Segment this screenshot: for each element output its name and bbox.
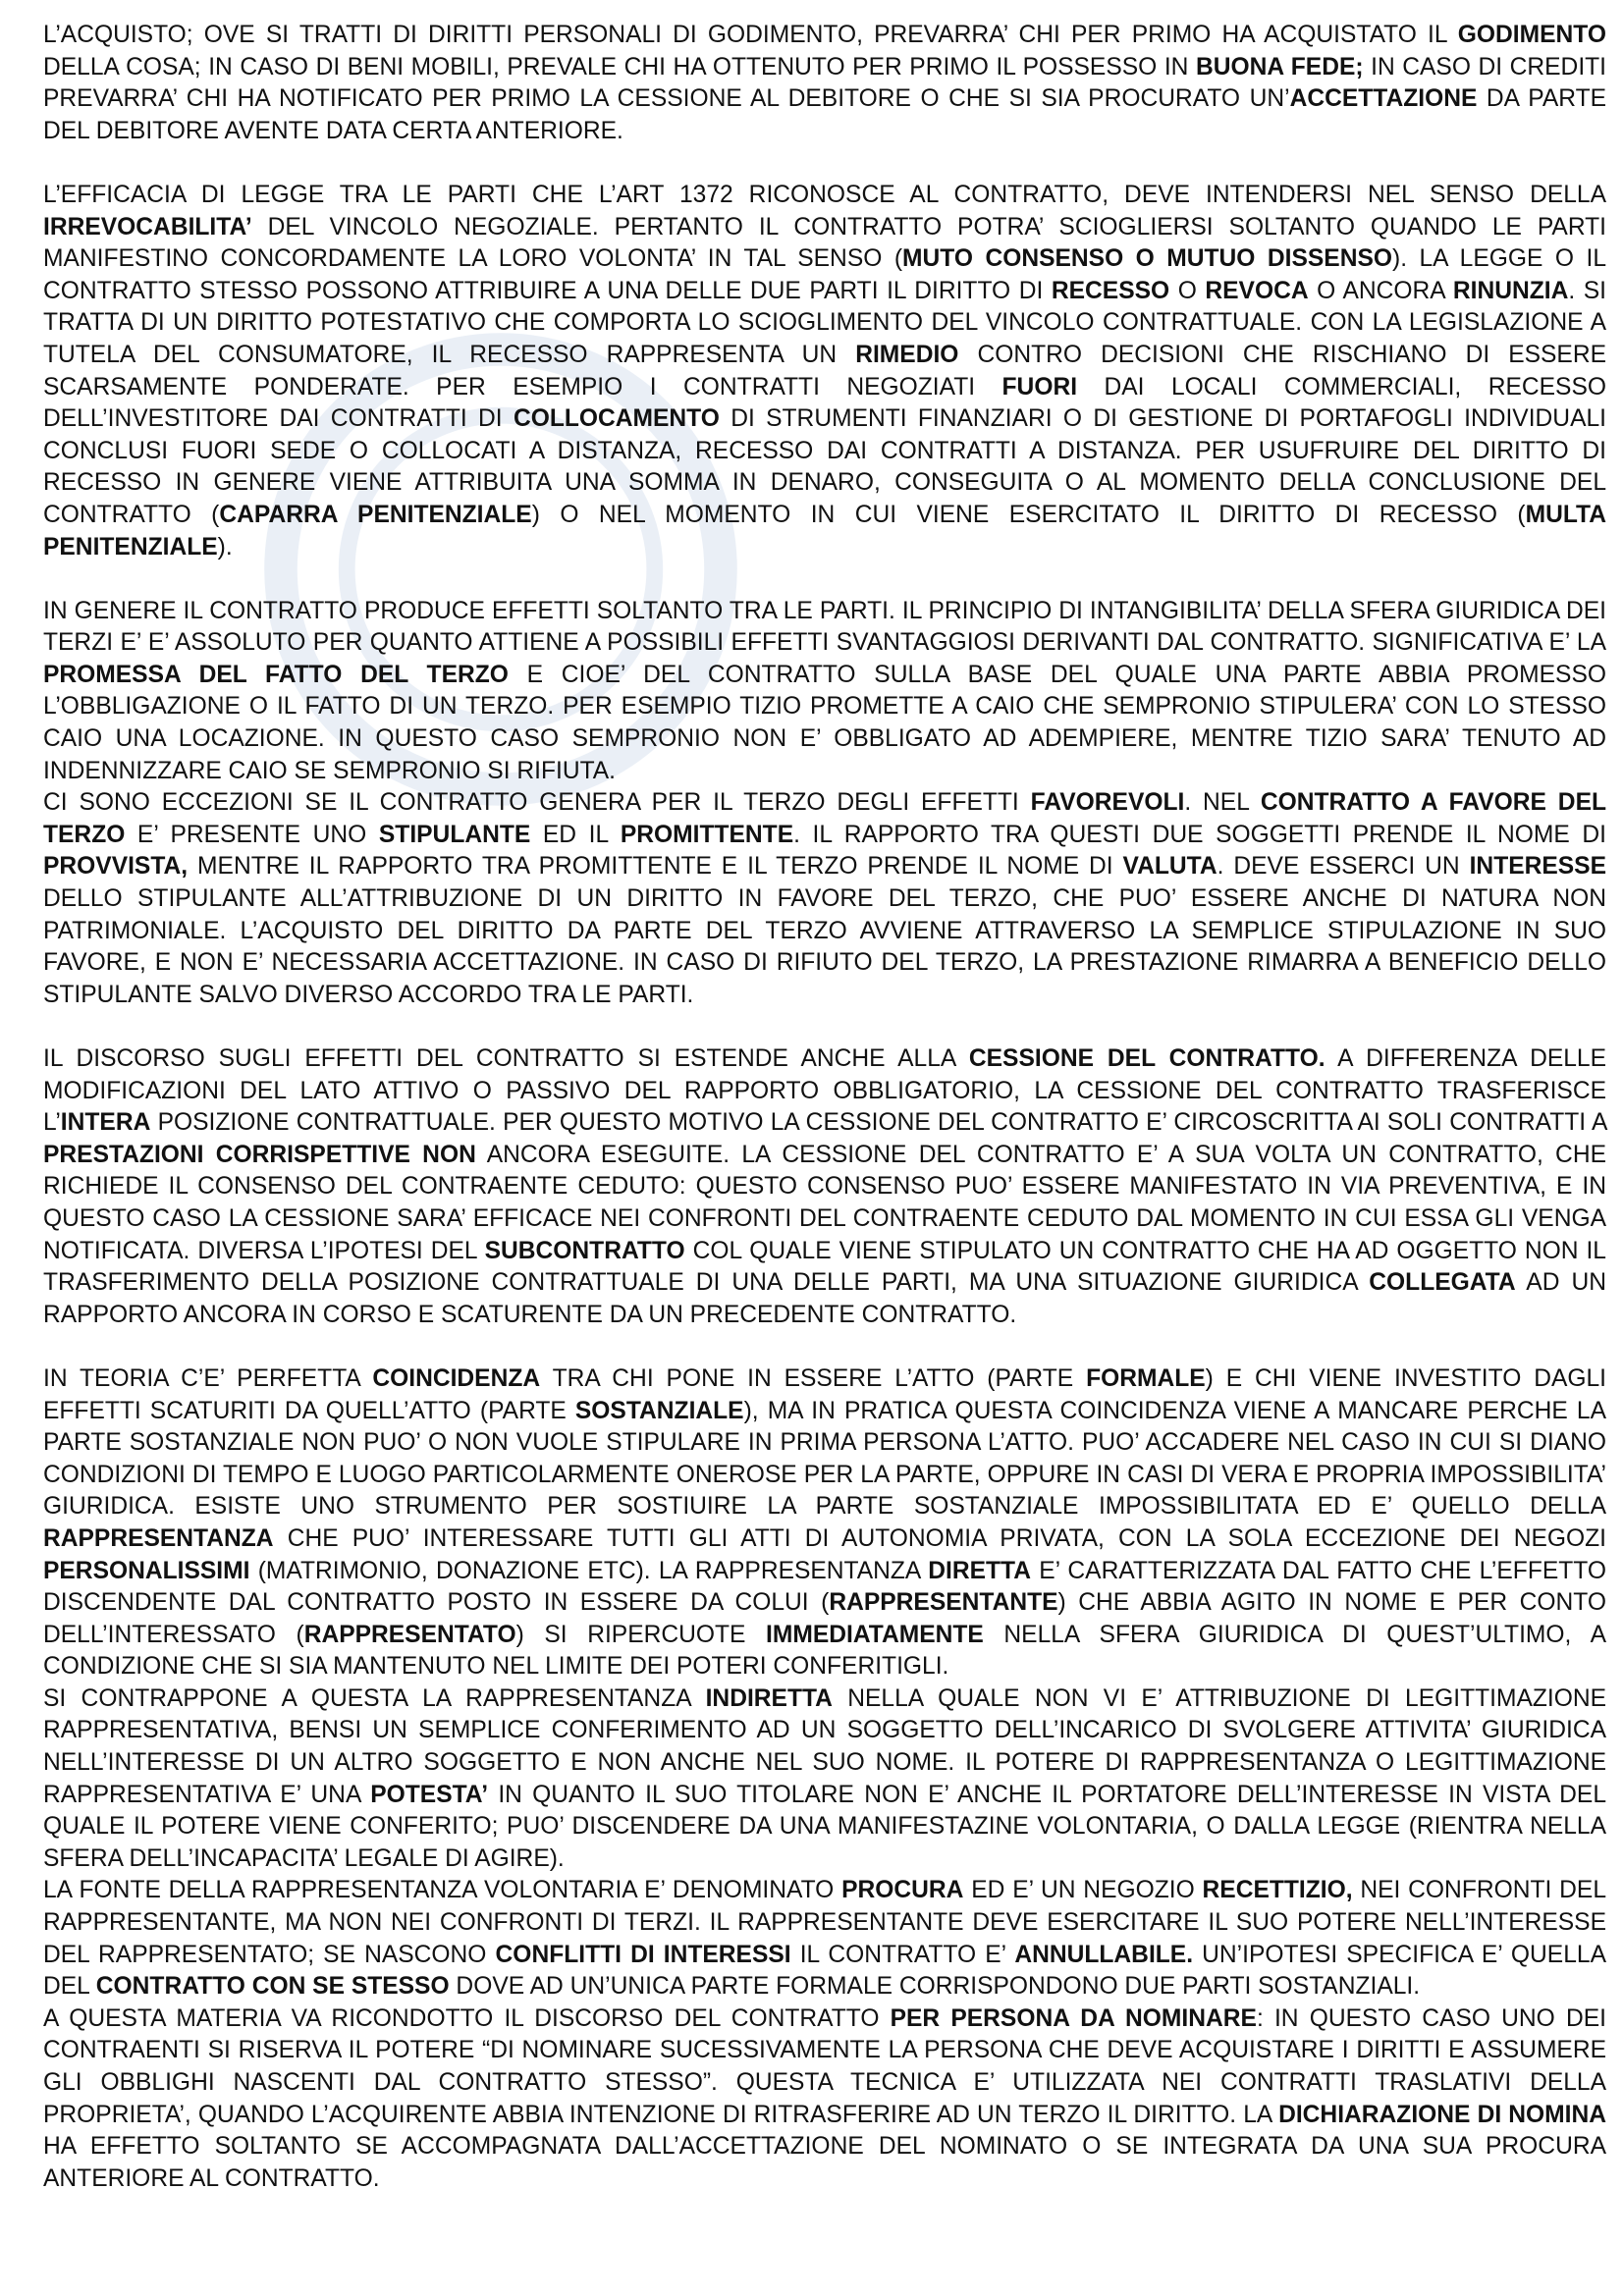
document-body (43, 20, 1606, 2195)
bold-term: PROMESSA DEL FATTO DEL TERZO (43, 661, 509, 688)
paragraph (43, 1043, 1606, 1331)
text-run: DELLO STIPULANTE ALL’ATTRIBUZIONE DI UN DIRITTO IN FAVORE DEL TERZO, CHE PUO’ ESSERE ANCHE DI NATURA NON PATRIMONIALE. L’ACQUISTO DEL DIRITTO DA PARTE DEL TERZO AVVIENE ATTRAVERSO LA SEMPLICE STIPULAZIONE IN SUO FAVORE, E NON E’ NECESSARIA ACCETTAZIONE. IN CASO DI RIFIUTO DEL TERZO, LA PRESTAZIONE RIMARRA A BENEFICIO DELLO STIPULANTE SALVO DIVERSO ACCORDO TRA LE PARTI. (43, 885, 1606, 1008)
bold-term: COLLEGATA (1369, 1269, 1516, 1297)
text-run: ). (217, 533, 233, 561)
text-run: (MATRIMONIO, DONAZIONE ETC). LA RAPPRESENTANZA (249, 1557, 929, 1584)
paragraph-gap (43, 147, 1606, 180)
text-run: . SI TRATTA DI UN DIRITTO POTESTATIVO CHE COMPORTA LO SCIOGLIMENTO DEL VINCOLO CONTRATTUALE. CON LA LEGISLAZIONE A TUTELA DEL CONSUMATORE, IL RECESSO RAPPRESENTA UN (43, 277, 1607, 368)
bold-term: IMMEDIATAMENTE (766, 1621, 984, 1648)
text-run: ). LA LEGGE O IL CONTRATTO STESSO POSSONO ATTRIBUIRE A UNA DELLE DUE PARTI IL DIRITTO DI (43, 245, 1607, 304)
bold-term: INDIRETTA (705, 1684, 833, 1712)
bold-term: MULTA PENITENZIALE (43, 501, 1606, 561)
paragraph-gap (43, 563, 1606, 596)
bold-term: GODIMENTO (1457, 22, 1606, 48)
text-run: IL DISCORSO SUGLI EFFETTI DEL CONTRATTO SI ESTENDE ANCHE ALLA (43, 1045, 969, 1072)
text-run: NEI CONFRONTI DEL RAPPRESENTANTE, MA NON NEI CONFRONTI DI TERZI. IL RAPPRESENTANTE DEVE ESERCITARE IL SUO POTERE NELL’INTERESSE DEL RAPPRESENTATO; SE NASCONO (43, 1877, 1606, 1968)
bold-term: INTERA (60, 1109, 151, 1137)
text-run: . IL RAPPORTO TRA QUESTI DUE SOGGETTI PRENDE IL NOME DI (793, 821, 1606, 848)
text-run: E CIOE’ DEL CONTRATTO SULLA BASE DEL QUALE UNA PARTE ABBIA PROMESSO L’OBBLIGAZIONE O IL FATTO DI UN TERZO. PER ESEMPIO TIZIO PROMETTE A CAIO CHE SEMPRONIO STIPULERA’ CON LO STESSO CAIO UNA LOCAZIONE. IN QUESTO CASO SEMPRONIO NON E’ OBBLIGATO AD ADEMPIERE, MENTRE TIZIO SARA’ TENUTO AD INDENNIZZARE CAIO SE SEMPRONIO SI RIFIUTA. (43, 661, 1606, 784)
paragraph (43, 787, 1606, 1011)
text-run: O ANCORA (1308, 277, 1453, 304)
text-run: DA PARTE DEL DEBITORE AVENTE DATA CERTA ANTERIORE. (43, 85, 1606, 144)
bold-term: DICHIARAZIONE DI NOMINA (1278, 2101, 1607, 2128)
text-run: ) E CHI VIENE INVESTITO DAGLI EFFETTI SCATURITI DA QUELL’ATTO (PARTE (43, 1364, 1607, 1424)
bold-term: STIPULANTE (378, 821, 531, 848)
bold-term: COINCIDENZA (372, 1364, 541, 1392)
text-run: ), MA IN PRATICA QUESTA COINCIDENZA VIENE A MANCARE PERCHE LA PARTE SOSTANZIALE NON PUO’ O NON VUOLE STIPULARE IN PRIMA PERSONA L’ATTO. PUO’ ACCADERE NEL CASO IN CUI SI DIANO CONDIZIONI DI TEMPO E LUOGO PARTICOLARMENTE ONEROSE PER LA PARTE, OPPURE IN CASI DI VERA E PROPRIA IMPOSSIBILITA’ GIURIDICA. ESISTE UNO STRUMENTO PER SOSTIUIRE LA PARTE SOSTANZIALE IMPOSSIBILITATA ED E’ QUELLO DELLA (43, 1397, 1606, 1521)
text-run: ED E’ UN NEGOZIO (963, 1877, 1203, 1904)
bold-term: SOSTANZIALE (574, 1397, 744, 1424)
text-run: MENTRE IL RAPPORTO TRA PROMITTENTE E IL TERZO PRENDE IL NOME DI (188, 853, 1123, 881)
text-run: CHE PUO’ INTERESSARE TUTTI GLI ATTI DI AUTONOMIA PRIVATA, CON LA SOLA ECCEZIONE DEI NEGOZI (273, 1524, 1606, 1552)
bold-term: RECETTIZIO, (1202, 1877, 1353, 1904)
text-run: ) O NEL MOMENTO IN CUI VIENE ESERCITATO IL DIRITTO DI RECESSO ( (531, 501, 1526, 528)
paragraph (43, 2003, 1606, 2196)
text-run: NELLA SFERA GIURIDICA DI QUEST’ULTIMO, A CONDIZIONE CHE SI SIA MANTENUTO NEL LIMITE DEI POTERI CONFERITIGLI. (43, 1621, 1606, 1681)
bold-term: BUONA FEDE; (1195, 53, 1364, 80)
paragraph (43, 20, 1606, 147)
bold-term: SUBCONTRATTO (484, 1237, 685, 1264)
text-run: DI STRUMENTI FINANZIARI O DI GESTIONE DI PORTAFOGLI INDIVIDUALI CONCLUSI FUORI SEDE O COLLOCATI A DISTANZA, RECESSO DAI CONTRATTI A DISTANZA. PER USUFRUIRE DEL DIRITTO DI RECESSO IN GENERE VIENE ATTRIBUITA UNA SOMMA IN DENARO, CONSEGUITA O AL MOMENTO DELLA CONCLUSIONE DEL CONTRATTO ( (43, 405, 1606, 528)
text-run: A DIFFERENZA DELLE MODIFICAZIONI DEL LATO ATTIVO O PASSIVO DEL RAPPORTO OBBLIGATORIO, LA CESSIONE DEL CONTRATTO TRASFERISCE L’ (43, 1045, 1606, 1137)
text-run: A QUESTA MATERIA VA RICONDOTTO IL DISCORSO DEL CONTRATTO (43, 2004, 891, 2032)
text-run: IN TEORIA C’E’ PERFETTA (43, 1364, 373, 1392)
bold-term: FAVOREVOLI (1030, 789, 1185, 817)
text-run: LA FONTE DELLA RAPPRESENTANZA VOLONTARIA E’ DENOMINATO (43, 1877, 842, 1904)
text-run: SI CONTRAPPONE A QUESTA LA RAPPRESENTANZA (43, 1684, 706, 1712)
bold-term: ANNULLABILE. (1014, 1941, 1194, 1968)
text-run: IN GENERE IL CONTRATTO PRODUCE EFFETTI SOLTANTO TRA LE PARTI. IL PRINCIPIO DI INTANGIBILITA’ DELLA SFERA GIURIDICA DEI TERZI E’ E’ ASSOLUTO PER QUANTO ATTIENE A POSSIBILI EFFETTI SVANTAGGIOSI DERIVANTI DAL CONTRATTO. SIGNIFICATIVA E’ LA (43, 597, 1606, 657)
paragraph-gap (43, 1331, 1606, 1363)
text-run: ED IL (530, 821, 621, 848)
text-run: . NEL (1184, 789, 1261, 817)
bold-term: PROCURA (841, 1877, 964, 1904)
text-run: CONTRO DECISIONI CHE RISCHIANO DI ESSERE SCARSAMENTE PONDERATE. PER ESEMPIO I CONTRATTI NEGOZIATI (43, 341, 1606, 400)
text-run: ) CHE ABBIA AGITO IN NOME E PER CONTO DELL’INTERESSATO ( (43, 1589, 1607, 1648)
text-run: UN’IPOTESI SPECIFICA E’ QUELLA DEL (43, 1941, 1606, 2001)
text-run: TRA CHI PONE IN ESSERE L’ATTO (PARTE (540, 1364, 1087, 1392)
bold-term: RAPPRESENTANZA (43, 1524, 274, 1552)
text-run: L’EFFICACIA DI LEGGE TRA LE PARTI CHE L’ART 1372 RICONOSCE AL CONTRATTO, DEVE INTENDERSI NEL SENSO DELLA (43, 181, 1606, 208)
paragraph (43, 1363, 1606, 1683)
paragraph (43, 596, 1606, 788)
bold-term: REVOCA (1205, 277, 1309, 304)
text-run: ) SI RIPERCUOTE (515, 1621, 767, 1648)
text-run: IN QUANTO IL SUO TITOLARE NON E’ ANCHE IL PORTATORE DELL’INTERESSE IN VISTA DEL QUALE IL POTERE VIENE CONFERITO; PUO’ DISCENDERE DA UNA MANIFESTAZINE VOLONTARIA, O DALLA LEGGE (RIENTRA NELLA SFERA DELL’INCAPACITA’ LEGALE DI AGIRE). (43, 1781, 1606, 1872)
text-run: DOVE AD UN’UNICA PARTE FORMALE CORRISPONDONO DUE PARTI SOSTANZIALI. (449, 1973, 1421, 2001)
paragraph (43, 1683, 1606, 1876)
bold-term: RAPPRESENTANTE (829, 1589, 1058, 1617)
text-run: L’ACQUISTO; OVE SI TRATTI DI DIRITTI PERSONALI DI GODIMENTO, PREVARRA’ CHI PER PRIMO HA ACQUISTATO IL (43, 22, 1458, 48)
bold-term: CONTRATTO CON SE STESSO (95, 1973, 450, 2001)
bold-term: POTESTA’ (370, 1781, 489, 1808)
bold-term: RECESSO (1051, 277, 1170, 304)
bold-term: CESSIONE DEL CONTRATTO. (968, 1045, 1325, 1072)
bold-term: RIMEDIO (855, 341, 959, 368)
text-run: DELLA COSA; IN CASO DI BENI MOBILI, PREVALE CHI HA OTTENUTO PER PRIMO IL POSSESSO IN (43, 53, 1196, 80)
text-run: CI SONO ECCEZIONI SE IL CONTRATTO GENERA PER IL TERZO DEGLI EFFETTI (43, 789, 1031, 817)
text-run: HA EFFETTO SOLTANTO SE ACCOMPAGNATA DALL’ACCETTAZIONE DEL NOMINATO O SE INTEGRATA DA UNA SUA PROCURA ANTERIORE AL CONTRATTO. (43, 2133, 1606, 2192)
bold-term: PRESTAZIONI CORRISPETTIVE NON (43, 1141, 476, 1168)
text-run: AD UN RAPPORTO ANCORA IN CORSO E SCATURENTE DA UN PRECEDENTE CONTRATTO. (43, 1269, 1606, 1328)
text-run: IN CASO DI CREDITI PREVARRA’ CHI HA NOTIFICATO PER PRIMO LA CESSIONE AL DEBITORE O CHE SI SIA PROCURATO UN’ (43, 53, 1607, 113)
bold-term: FORMALE (1086, 1364, 1206, 1392)
bold-term: PROVVISTA, (43, 853, 189, 881)
bold-term: PER PERSONA DA NOMINARE (890, 2004, 1257, 2032)
bold-term: VALUTA (1122, 853, 1217, 881)
bold-term: CAPARRA PENITENZIALE (219, 501, 532, 528)
bold-term: PROMITTENTE (620, 821, 794, 848)
bold-term: RAPPRESENTATO (303, 1621, 516, 1648)
text-run: : IN QUESTO CASO UNO DEI CONTRAENTI SI RISERVA IL POTERE “DI NOMINARE SUCESSIVAMENTE LA PERSONA CHE DEVE ACQUISTARE I DIRITTI E ASSUMERE GLI OBBLIGHI NASCENTI DAL CONTRATTO STESSO”. QUESTA TECNICA E’ UTILIZZATA NEI CONTRATTI TRASLATIVI DELLA PROPRIETA’, QUANDO L’ACQUIRENTE ABBIA INTENZIONE DI RITRASFERIRE AD UN TERZO IL DIRITTO. LA (43, 2004, 1606, 2128)
bold-term: DIRETTA (928, 1557, 1031, 1584)
text-run: NELLA QUALE NON VI E’ ATTRIBUZIONE DI LEGITTIMAZIONE RAPPRESENTATIVA, BENSI UN SEMPLICE CONFERIMENTO AD UN SOGGETTO DELL’INCARICO DI SVOLGERE ATTIVITA’ GIURIDICA NELL’INTERESSE DI UN ALTRO SOGGETTO E NON ANCHE NEL SUO NOME. IL POTERE DI RAPPRESENTANZA O LEGITTIMAZIONE RAPPRESENTATIVA E’ UNA (43, 1684, 1607, 1808)
bold-term: INTERESSE (1469, 853, 1606, 881)
bold-term: PERSONALISSIMI (43, 1557, 250, 1584)
text-run: DAI LOCALI COMMERCIALI, RECESSO DELL’INVESTITORE DAI CONTRATTI DI (43, 373, 1606, 433)
text-run: IL CONTRATTO E’ (790, 1941, 1015, 1968)
text-run: E’ CARATTERIZZATA DAL FATTO CHE L’EFFETTO DISCENDENTE DAL CONTRATTO POSTO IN ESSERE DA COLUI ( (43, 1557, 1606, 1617)
text-run: POSIZIONE CONTRATTUALE. PER QUESTO MOTIVO LA CESSIONE DEL CONTRATTO E’ CIRCOSCRITTA AI SOLI CONTRATTI A (150, 1109, 1606, 1137)
paragraph-gap (43, 1011, 1606, 1043)
bold-term: RINUNZIA (1452, 277, 1569, 304)
bold-term: IRREVOCABILITA’ (43, 213, 252, 240)
paragraph (43, 1875, 1606, 2002)
bold-term: CONTRATTO A FAVORE DEL TERZO (43, 789, 1606, 848)
bold-term: CONFLITTI DI INTERESSI (495, 1941, 791, 1968)
text-run: COL QUALE VIENE STIPULATO UN CONTRATTO CHE HA AD OGGETTO NON IL TRASFERIMENTO DELLA POSIZIONE CONTRATTUALE DI UNA DELLE PARTI, MA UNA SITUAZIONE GIURIDICA (43, 1237, 1606, 1297)
text-run: O (1169, 277, 1206, 304)
text-run: DEL VINCOLO NEGOZIALE. PERTANTO IL CONTRATTO POTRA’ SCIOGLIERSI SOLTANTO QUANDO LE PARTI MANIFESTINO CONCORDAMENTE LA LORO VOLONTA’ IN TAL SENSO ( (43, 213, 1606, 273)
bold-term: MUTO CONSENSO O MUTUO DISSENSO (902, 245, 1392, 273)
text-run: E’ PRESENTE UNO (125, 821, 379, 848)
bold-term: ACCETTAZIONE (1289, 85, 1478, 113)
text-run: . DEVE ESSERCI UN (1217, 853, 1470, 881)
text-run: ANCORA ESEGUITE. LA CESSIONE DEL CONTRATTO E’ A SUA VOLTA UN CONTRATTO, CHE RICHIEDE IL CONSENSO DEL CONTRAENTE CEDUTO: QUESTO CONSENSO PUO’ ESSERE MANIFESTATO IN VIA PREVENTIVA, E IN QUESTO CASO LA CESSIONE SARA’ EFFICACE NEI CONFRONTI DEL CONTRAENTE CEDUTO DAL MOMENTO IN CUI ESSA GLI VENGA NOTIFICATA. DIVERSA L’IPOTESI DEL (43, 1141, 1606, 1264)
paragraph (43, 180, 1606, 563)
bold-term: COLLOCAMENTO (513, 405, 720, 433)
bold-term: FUORI (1001, 373, 1078, 400)
